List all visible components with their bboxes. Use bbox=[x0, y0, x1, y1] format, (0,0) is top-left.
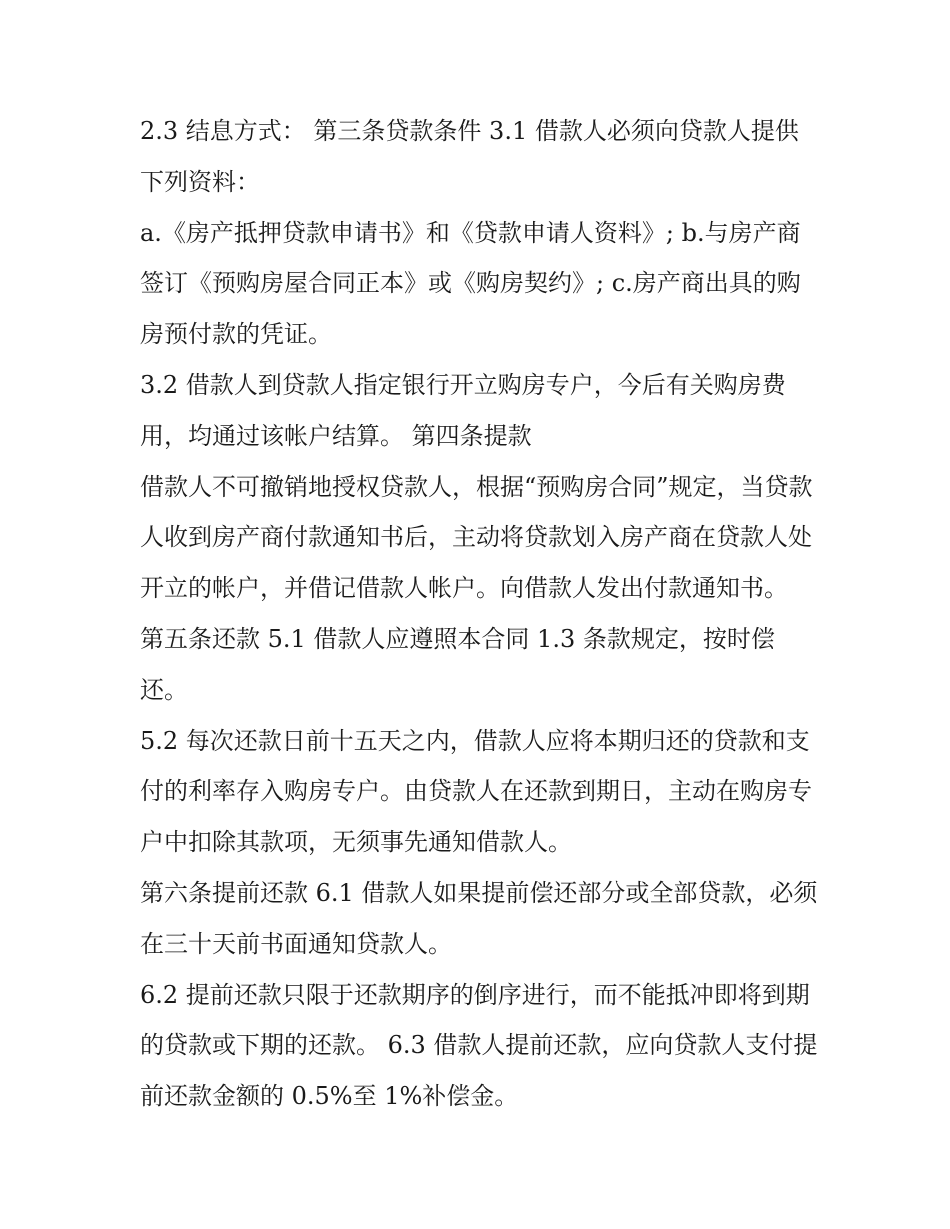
paragraph-early-repayment-compensation: 6.2 提前还款只限于还款期序的倒序进行，而不能抵冲即将到期的贷款或下期的还款。 6.3 借款人提前还款，应向贷款人支付提前还款金额的 0.5%至 1%补偿金。 bbox=[140, 980, 818, 1111]
paragraph-repayment: 第五条还款 5.1 借款人应遵照本合同 1.3 条款规定，按时偿还。 bbox=[140, 624, 775, 704]
paragraph-early-repayment-notice: 第六条提前还款 6.1 借款人如果提前偿还部分或全部贷款，必须在三十天前书面通知贷款人。 bbox=[140, 878, 818, 958]
paragraph-account-opening: 3.2 借款人到贷款人指定银行开立购房专户，今后有关购房费用，均通过该帐户结算。 第四条提款 bbox=[140, 370, 786, 450]
paragraph-required-documents: a.《房产抵押贷款申请书》和《贷款申请人资料》; b.与房产商签订《预购房屋合同正本》或《购房契约》; c.房产商出具的购房预付款的凭证。 bbox=[140, 218, 801, 349]
document-body bbox=[140, 106, 820, 1122]
paragraph-withdrawal-authorization: 借款人不可撤销地授权贷款人，根据“预购房合同”规定，当贷款人收到房产商付款通知书后，主动将贷款划入房产商在贷款人处开立的帐户，并借记借款人帐户。向借款人发出付款通知书。 bbox=[140, 472, 813, 603]
paragraph-repayment-deposit: 5.2 每次还款日前十五天之内，借款人应将本期归还的贷款和支付的利率存入购房专户。由贷款人在还款到期日，主动在购房专户中扣除其款项，无须事先通知借款人。 bbox=[140, 726, 812, 857]
paragraph-interest-and-loan-conditions: 2.3 结息方式： 第三条贷款条件 3.1 借款人必须向贷款人提供下列资料： bbox=[140, 117, 799, 196]
